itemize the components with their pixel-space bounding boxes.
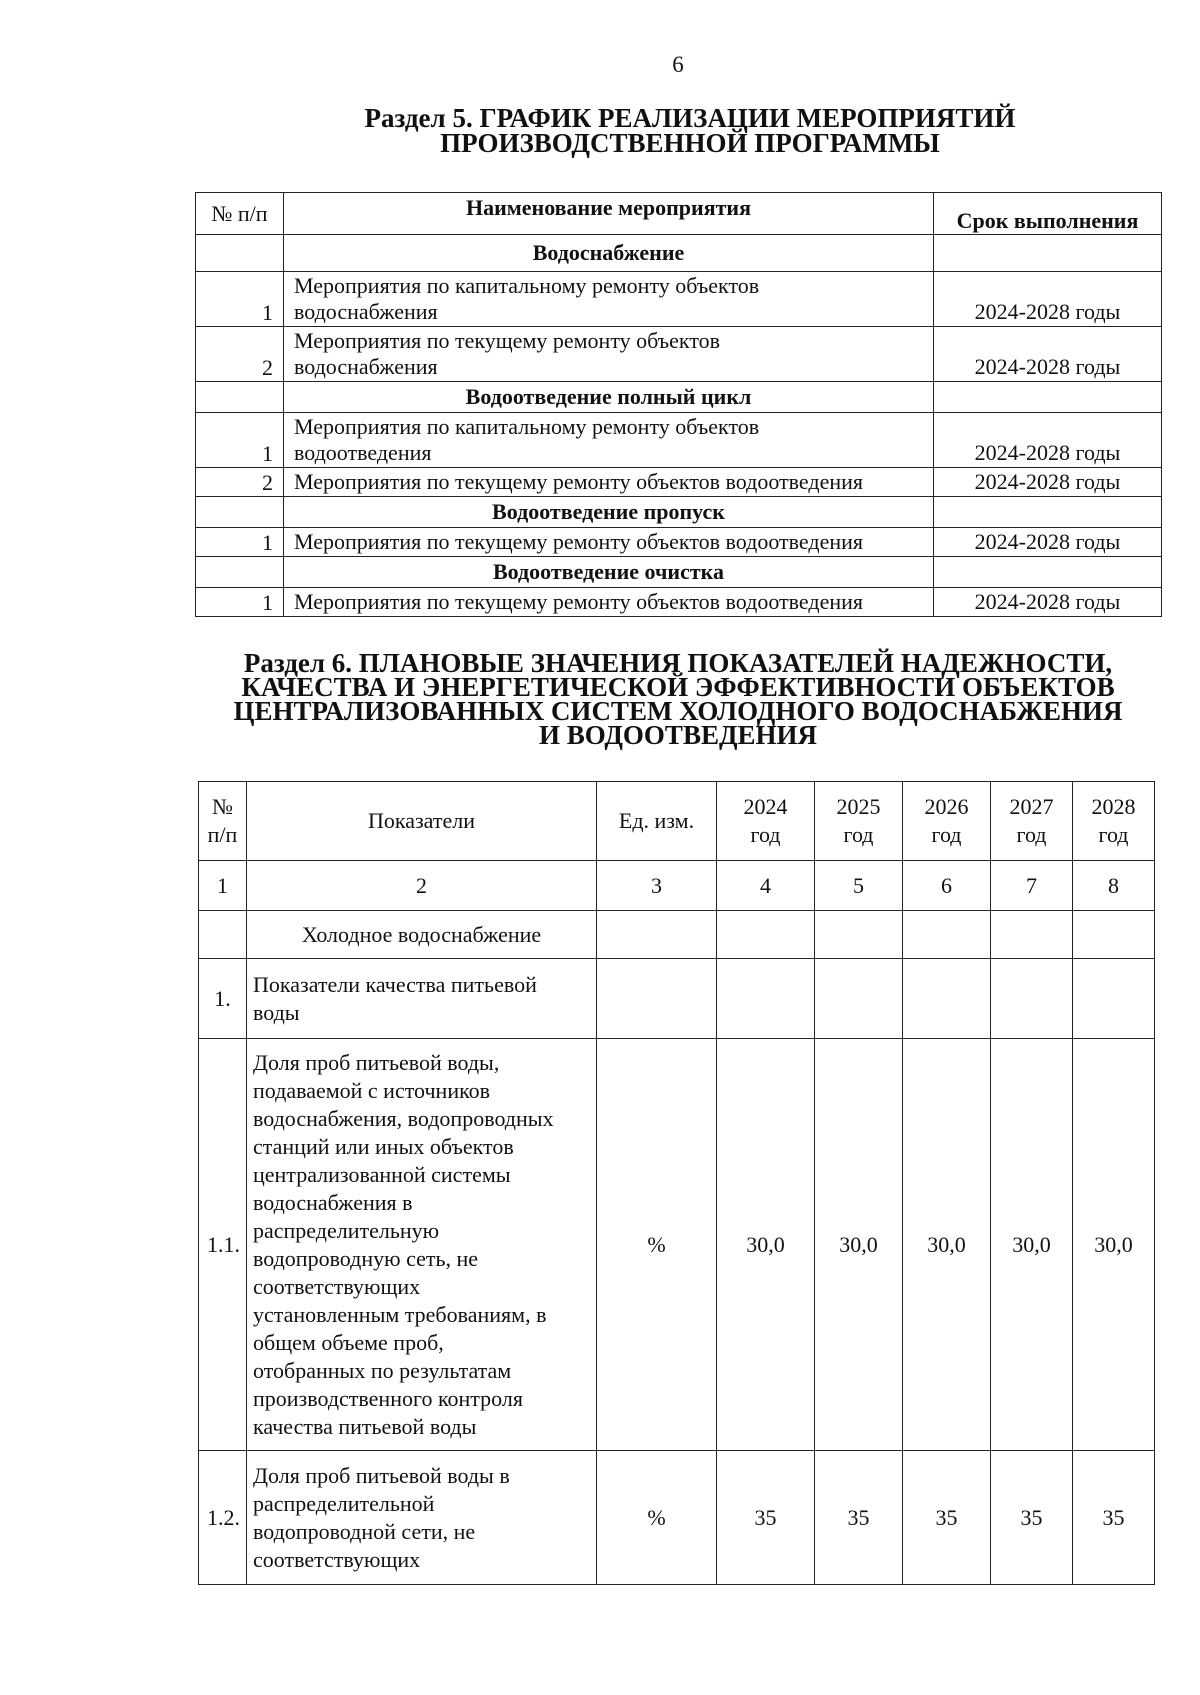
indicator-name [247, 1039, 597, 1451]
year-value: 30,0 [815, 1039, 903, 1451]
term-value: 2024-2028 годы [934, 528, 1162, 557]
activity-line: Мероприятия по текущему ремонту объектов водоотведения [294, 589, 864, 614]
activity-name [284, 468, 934, 497]
indicator-line: Доля проб питьевой воды, [253, 1049, 500, 1075]
indicator-line: соответствующих [253, 1546, 421, 1572]
empty-cell [196, 235, 284, 272]
column-number: 2 [247, 861, 597, 911]
row-num: 1 [196, 588, 284, 617]
header-num: № п/п [196, 193, 284, 235]
indicator-line: водопроводной сети, не [253, 1518, 476, 1544]
year-suffix: год [931, 822, 962, 847]
empty-cell [196, 497, 284, 528]
empty-cell [597, 911, 717, 959]
activity-line: Мероприятия по капитальному ремонту объектов [294, 273, 760, 298]
indicators-table [198, 781, 1155, 1585]
year-label: 2025 [836, 794, 881, 819]
row-num: 1 [196, 413, 284, 468]
unit-value: % [597, 1451, 717, 1585]
group-title: Водоснабжение [284, 235, 934, 272]
empty-cell [903, 911, 991, 959]
row-num: 1 [196, 272, 284, 327]
indicator-line: отобранных по результатам [253, 1357, 512, 1383]
activity-name [284, 413, 934, 468]
year-value [815, 959, 903, 1039]
year-value: 35 [717, 1451, 815, 1585]
header-unit: Ед. изм. [597, 782, 717, 861]
indicator-line: водоснабжения в [253, 1189, 413, 1215]
group-title: Водоотведение полный цикл [284, 382, 934, 413]
year-value [717, 959, 815, 1039]
header-term: Срок выполнения [934, 193, 1162, 235]
indicator-line: соответствующих [253, 1273, 421, 1299]
header-indicator: Показатели [247, 782, 597, 861]
year-label: 2024 [743, 794, 788, 819]
term-value: 2024-2028 годы [934, 327, 1162, 382]
indicator-line: централизованной системы [253, 1161, 511, 1187]
year-suffix: год [750, 822, 781, 847]
empty-cell [934, 557, 1162, 588]
indicator-line: Показатели качества питьевой [253, 971, 537, 997]
empty-cell [991, 911, 1073, 959]
year-suffix: год [1098, 822, 1129, 847]
row-num: 2 [196, 327, 284, 382]
indicator-line: установленным требованиям, в [253, 1301, 547, 1327]
section-5-title-line: Раздел 5. ГРАФИК РЕАЛИЗАЦИИ МЕРОПРИЯТИЙ [364, 103, 1016, 133]
year-value: 30,0 [1073, 1039, 1155, 1451]
header-num [199, 782, 247, 861]
section-6-title-line: КАЧЕСТВА И ЭНЕРГЕТИЧЕСКОЙ ЭФФЕКТИВНОСТИ ОБЪЕКТОВ [241, 672, 1115, 702]
indicator-name [247, 1451, 597, 1585]
activity-line: водоотведения [294, 440, 432, 465]
row-num: 1. [199, 959, 247, 1039]
section-5-title [300, 103, 1080, 158]
activity-line: Мероприятия по капитальному ремонту объектов [294, 414, 760, 439]
empty-cell [199, 911, 247, 959]
indicator-line: водоснабжения, водопроводных [253, 1105, 554, 1131]
header-num-line: п/п [207, 822, 238, 847]
year-label: 2026 [924, 794, 969, 819]
indicator-line: качества питьевой воды [253, 1413, 477, 1439]
section-6-title [195, 648, 1161, 750]
activity-name [284, 327, 934, 382]
header-year [1073, 782, 1155, 861]
year-value: 30,0 [903, 1039, 991, 1451]
year-value: 30,0 [991, 1039, 1073, 1451]
indicator-line: Доля проб питьевой воды в [253, 1462, 510, 1488]
activity-line: Мероприятия по текущему ремонту объектов водоотведения [294, 529, 864, 554]
term-value: 2024-2028 годы [934, 588, 1162, 617]
empty-cell [717, 911, 815, 959]
year-value: 35 [991, 1451, 1073, 1585]
indicator-line: распределительную [253, 1217, 440, 1243]
row-num: 1.1. [199, 1039, 247, 1451]
activities-schedule-table [195, 192, 1162, 617]
indicator-line: водопроводную сеть, не [253, 1245, 479, 1271]
year-value [1073, 959, 1155, 1039]
year-suffix: год [843, 822, 874, 847]
header-activity-name: Наименование мероприятия [284, 193, 934, 235]
year-value [903, 959, 991, 1039]
empty-cell [934, 235, 1162, 272]
activity-name [284, 528, 934, 557]
activity-line: водоснабжения [294, 299, 438, 324]
column-number: 5 [815, 861, 903, 911]
row-num: 1 [196, 528, 284, 557]
activity-line: Мероприятия по текущему ремонту объектов [294, 328, 721, 353]
unit-value [597, 959, 717, 1039]
column-number: 1 [199, 861, 247, 911]
row-num: 2 [196, 468, 284, 497]
section-6-title-line: Раздел 6. ПЛАНОВЫЕ ЗНАЧЕНИЯ ПОКАЗАТЕЛЕЙ НАДЕЖНОСТИ, [243, 648, 1113, 678]
section-5-title-line: ПРОИЗВОДСТВЕННОЙ ПРОГРАММЫ [440, 128, 940, 158]
indicator-line: воды [253, 999, 300, 1025]
year-value [991, 959, 1073, 1039]
empty-cell [1073, 911, 1155, 959]
term-value: 2024-2028 годы [934, 272, 1162, 327]
activity-name [284, 588, 934, 617]
year-label: 2027 [1009, 794, 1054, 819]
category-title: Холодное водоснабжение [247, 911, 597, 959]
column-number: 6 [903, 861, 991, 911]
indicator-line: распределительной [253, 1490, 435, 1516]
indicator-line: производственного контроля [253, 1385, 523, 1411]
indicator-line: общем объеме проб, [253, 1329, 444, 1355]
header-num-line: № [212, 794, 233, 819]
header-year [815, 782, 903, 861]
year-label: 2028 [1091, 794, 1136, 819]
empty-cell [934, 497, 1162, 528]
header-year [717, 782, 815, 861]
term-value: 2024-2028 годы [934, 468, 1162, 497]
column-number: 8 [1073, 861, 1155, 911]
year-value: 35 [815, 1451, 903, 1585]
unit-value: % [597, 1039, 717, 1451]
empty-cell [196, 382, 284, 413]
year-value: 35 [1073, 1451, 1155, 1585]
year-suffix: год [1016, 822, 1047, 847]
year-value: 35 [903, 1451, 991, 1585]
page-number: 6 [672, 52, 684, 77]
row-num: 1.2. [199, 1451, 247, 1585]
empty-cell [196, 557, 284, 588]
indicator-line: станций или иных объектов [253, 1133, 514, 1159]
section-6-title-line: И ВОДООТВЕДЕНИЯ [538, 720, 818, 750]
header-year [991, 782, 1073, 861]
column-number: 4 [717, 861, 815, 911]
empty-cell [934, 382, 1162, 413]
section-6-title-line: ЦЕНТРАЛИЗОВАННЫХ СИСТЕМ ХОЛОДНОГО ВОДОСНАБЖЕНИЯ [233, 696, 1123, 726]
group-title: Водоотведение пропуск [284, 497, 934, 528]
activity-line: водоснабжения [294, 354, 438, 379]
term-value: 2024-2028 годы [934, 413, 1162, 468]
indicator-name [247, 959, 597, 1039]
activity-name [284, 272, 934, 327]
group-title: Водоотведение очистка [284, 557, 934, 588]
activity-line: Мероприятия по текущему ремонту объектов водоотведения [294, 469, 864, 494]
year-value: 30,0 [717, 1039, 815, 1451]
column-number: 3 [597, 861, 717, 911]
column-number: 7 [991, 861, 1073, 911]
header-year [903, 782, 991, 861]
indicator-line: подаваемой с источников [253, 1077, 491, 1103]
empty-cell [815, 911, 903, 959]
